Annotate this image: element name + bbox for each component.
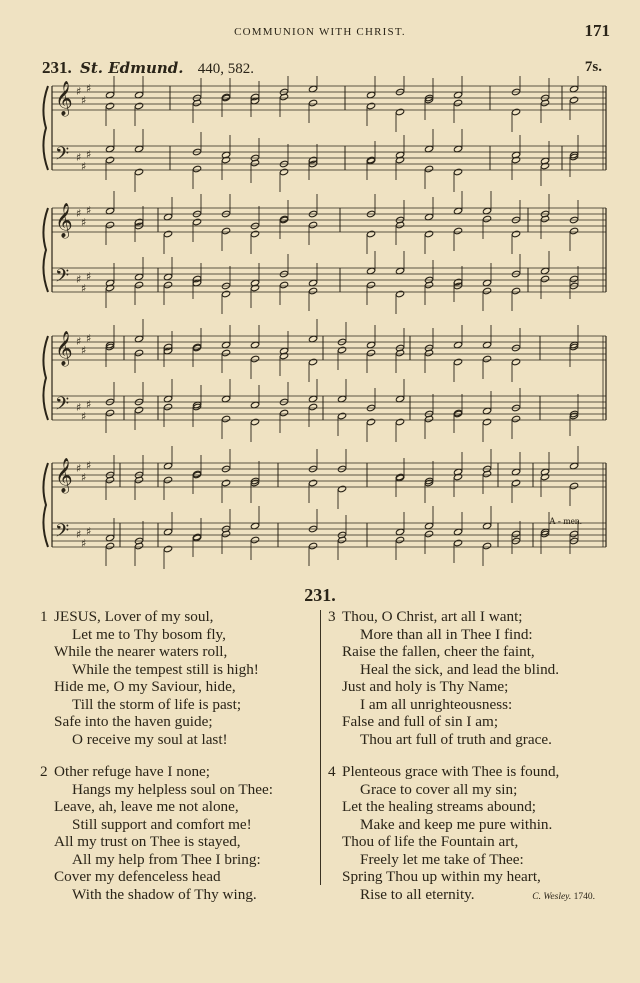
verse-line: With the shadow of Thy wing. xyxy=(72,885,257,903)
tune-name: St. Edmund. xyxy=(80,59,184,77)
svg-text:♯: ♯ xyxy=(76,85,82,98)
verse-line: Freely let me take of Thee: xyxy=(360,850,524,868)
verse-line: O receive my soul at last! xyxy=(72,730,228,748)
verse-text: Plenteous grace with Thee is found, xyxy=(342,763,560,780)
column-divider xyxy=(320,610,321,885)
verse-line: Let the healing streams abound; xyxy=(342,798,537,815)
verse-line: Still support and comfort me! xyxy=(72,815,252,833)
stanza-number: 3 xyxy=(328,608,336,625)
verse-line: Just and holy is Thy Name; xyxy=(342,678,509,695)
verse-text: JESUS, Lover of my soul, xyxy=(54,608,214,625)
verse-line: Hide me, O my Saviour, hide, xyxy=(54,678,236,695)
author: C. Wesley. xyxy=(532,892,572,902)
verse-line: I am all unrighteousness: xyxy=(360,695,513,713)
stanzas-right-column xyxy=(328,608,618,918)
year: 1740. xyxy=(573,892,595,902)
svg-text:𝄞: 𝄞 xyxy=(55,458,73,493)
svg-text:♯: ♯ xyxy=(81,160,87,173)
stanza-number: 2 xyxy=(40,763,48,780)
svg-text:♯: ♯ xyxy=(76,335,82,348)
running-header: COMMUNION WITH CHRIST. xyxy=(234,26,406,38)
svg-text:♯: ♯ xyxy=(81,344,87,357)
stanza-number: 4 xyxy=(328,763,336,780)
svg-text:♯: ♯ xyxy=(76,528,82,541)
verse-line: Hangs my helpless soul on Thee: xyxy=(72,780,273,798)
tune-number: 231. xyxy=(42,58,72,77)
svg-text:♯: ♯ xyxy=(81,282,87,295)
verse-line: Thou of life the Fountain art, xyxy=(342,833,519,850)
svg-text:♯: ♯ xyxy=(81,94,87,107)
svg-text:♯: ♯ xyxy=(81,410,87,423)
verse-line: Let me to Thy bosom fly, xyxy=(72,625,226,643)
svg-text:𝄢: 𝄢 xyxy=(55,521,70,546)
verse-line: Make and keep me pure within. xyxy=(360,815,553,833)
svg-text:𝄢: 𝄢 xyxy=(55,144,70,169)
svg-text:♯: ♯ xyxy=(76,207,82,220)
stanza xyxy=(40,608,315,748)
stanzas-left-column xyxy=(40,608,315,918)
svg-text:♯: ♯ xyxy=(86,148,92,161)
stanza xyxy=(328,763,618,903)
svg-text:♯: ♯ xyxy=(76,462,82,475)
verse-line: Raise the fallen, cheer the faint, xyxy=(342,643,535,660)
svg-text:𝄞: 𝄞 xyxy=(55,203,73,238)
verse-line xyxy=(40,763,315,781)
verse-line xyxy=(328,608,618,626)
verse-line: Cover my defenceless head xyxy=(54,868,221,885)
svg-text:♯: ♯ xyxy=(86,82,92,95)
svg-text:♯: ♯ xyxy=(86,332,92,345)
svg-text:♯: ♯ xyxy=(86,398,92,411)
verse-line: Till the storm of life is past; xyxy=(72,695,242,713)
page-number: 171 xyxy=(584,21,610,40)
verse-line: While the tempest still is high! xyxy=(72,660,259,678)
svg-text:𝄢: 𝄢 xyxy=(55,266,70,291)
stanza xyxy=(40,763,315,903)
svg-text:♯: ♯ xyxy=(86,270,92,283)
verse-line: Spring Thou up within my heart, xyxy=(342,868,541,885)
svg-text:♯: ♯ xyxy=(81,471,87,484)
svg-text:♯: ♯ xyxy=(86,459,92,472)
verse-text: Other refuge have I none; xyxy=(54,763,211,780)
svg-text:♯: ♯ xyxy=(86,525,92,538)
svg-text:♯: ♯ xyxy=(76,151,82,164)
verse-line: Rise to all eternity. xyxy=(360,885,475,903)
svg-text:♯: ♯ xyxy=(76,401,82,414)
tune-heading xyxy=(42,58,254,78)
music-score xyxy=(40,76,610,581)
tune-references: 440, 582. xyxy=(197,61,255,77)
stanza xyxy=(328,608,618,748)
verse-line: Thou art full of truth and grace. xyxy=(360,730,552,748)
svg-text:♯: ♯ xyxy=(81,537,87,550)
verse-line: Leave, ah, leave me not alone, xyxy=(54,798,239,815)
verse-line: Grace to cover all my sin; xyxy=(360,780,518,798)
verse-line xyxy=(40,608,315,626)
verse-line: All my help from Thee I bring: xyxy=(72,850,261,868)
verse-line: All my trust on Thee is stayed, xyxy=(54,833,241,850)
svg-text:♯: ♯ xyxy=(76,273,82,286)
score-systems xyxy=(43,76,606,569)
verse-line: More than all in Thee I find: xyxy=(360,625,533,643)
verse-line xyxy=(328,763,618,781)
svg-text:𝄞: 𝄞 xyxy=(55,331,73,366)
verse-text: Thou, O Christ, art all I want; xyxy=(342,608,523,625)
svg-text:𝄞: 𝄞 xyxy=(55,81,73,116)
amen-label: A - men. xyxy=(549,517,582,527)
stanza-number: 1 xyxy=(40,608,48,625)
verse-line: While the nearer waters roll, xyxy=(54,643,228,660)
attribution xyxy=(532,892,595,902)
hymn-number: 231. xyxy=(304,585,336,605)
verse-line: False and full of sin I am; xyxy=(342,713,499,730)
meter: 7s. xyxy=(584,59,602,75)
svg-text:♯: ♯ xyxy=(86,204,92,217)
svg-text:♯: ♯ xyxy=(81,216,87,229)
verse-line: Safe into the haven guide; xyxy=(54,713,213,730)
svg-text:𝄢: 𝄢 xyxy=(55,394,70,419)
verse-line: Heal the sick, and lead the blind. xyxy=(360,660,560,678)
